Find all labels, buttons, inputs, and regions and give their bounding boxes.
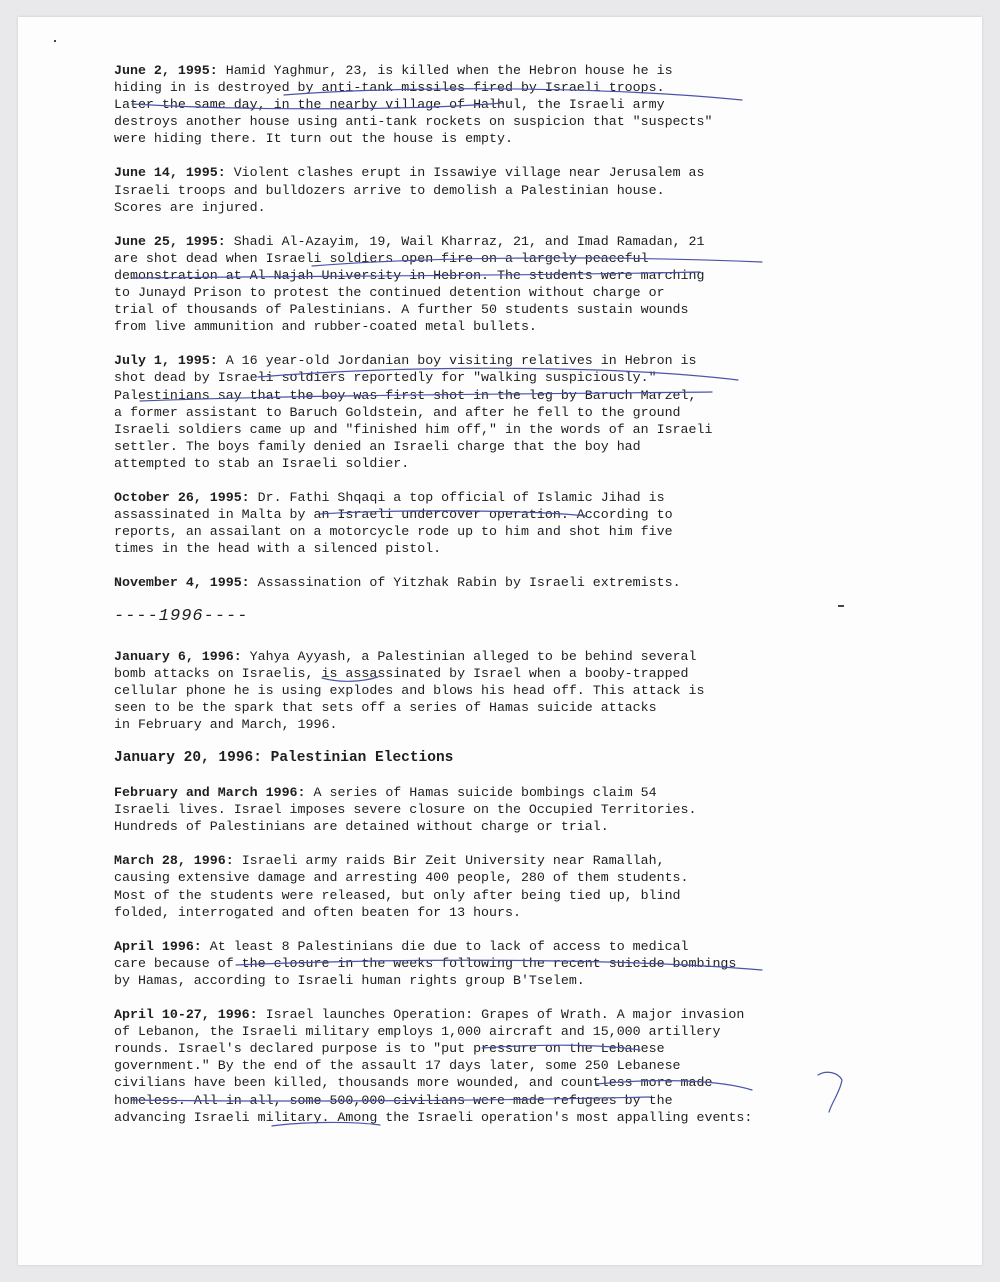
timeline-entry-july-1-1995 <box>114 352 834 472</box>
timeline-entry-april-10-27-1996 <box>114 1006 834 1126</box>
timeline-entry-feb-march-1996 <box>114 784 834 835</box>
entry-date: February and March 1996: <box>114 785 306 801</box>
timeline-entry-april-1996 <box>114 938 834 989</box>
document-body <box>114 62 834 1143</box>
entry-text: Hamid Yaghmur, 23, is killed when the Hebron house he is hiding in is destroyed by anti-tank missiles fired by Israeli troops. Later the same day, in the nearby village of Halhul, the Israeli army destroys another house using anti-tank rockets on suspicion that "suspects" were hiding there. It turn out the house is empty. <box>114 63 713 147</box>
timeline-entry-january-6-1996 <box>114 648 834 733</box>
elections-heading: January 20, 1996: Palestinian Elections <box>114 750 454 766</box>
timeline-entry-march-28-1996 <box>114 852 834 920</box>
entry-text: A series of Hamas suicide bombings claim 54 Israeli lives. Israel imposes severe closure on the Occupied Territories. Hundreds of Palestinians are detained without charge or trial. <box>114 785 697 835</box>
entry-text: Yahya Ayyash, a Palestinian alleged to be behind several bomb attacks on Israelis, is assassinated by Israel when a booby-trapped cellular phone he is using explodes and blows his head off. This attack is seen to be the spark that sets off a series of Hamas suicide attacks in February and March, 1996. <box>114 648 705 732</box>
timeline-entry-june-14-1995 <box>114 164 834 215</box>
entry-text: Assassination of Yitzhak Rabin by Israeli extremists. <box>257 575 681 591</box>
entry-date: November 4, 1995: <box>114 575 250 591</box>
entry-date: April 10-27, 1996: <box>114 1007 258 1023</box>
timeline-entry-june-25-1995 <box>114 233 834 336</box>
entry-date: October 26, 1995: <box>114 489 250 505</box>
entry-date: March 28, 1996: <box>114 853 234 869</box>
entry-date: July 1, 1995: <box>114 353 218 369</box>
entry-date: June 14, 1995: <box>114 165 226 181</box>
timeline-entry-november-4-1995 <box>114 574 834 591</box>
year-separator: ----1996---- <box>114 607 249 627</box>
timeline-entry-october-26-1995 <box>114 489 834 557</box>
entry-date: June 25, 1995: <box>114 233 226 249</box>
entry-text: A 16 year-old Jordanian boy visiting relatives in Hebron is shot dead by Israeli soldiers reportedly for "walking suspiciously." Palestinians say that the boy was first shot in the leg by Baruch Marzel, a former assistant to Baruch Goldstein, and after he fell to the ground Israeli soldiers came up and "finished him off," in the words of an Israeli settler. The boys family denied an Israeli charge that the boy had attempted to stab an Israeli soldier. <box>114 353 713 471</box>
entry-date: April 1996: <box>114 938 202 954</box>
entry-text: Dr. Fathi Shqaqi a top official of Islamic Jihad is assassinated in Malta by an Israeli undercover operation. According to reports, an assailant on a motorcycle rode up to him and shot him five times in the head with a silenced pistol. <box>114 489 673 557</box>
entry-text: Shadi Al-Azayim, 19, Wail Kharraz, 21, and Imad Ramadan, 21 are shot dead when Israeli soldiers open fire on a largely peaceful demonstration at Al Najah University in Hebron. The students were marching to Junayd Prison to protest the continued detention without charge or trial of thousands of Palestinians. A further 50 students sustain wounds from live ammunition and rubber-coated metal bullets. <box>114 233 705 335</box>
entry-text: Israel launches Operation: Grapes of Wrath. A major invasion of Lebanon, the Israeli military employs 1,000 aircraft and 15,000 artillery rounds. Israel's declared purpose is to "put pressure on the Lebanese government." By the end of the assault 17 days later, some 250 Lebanese civilians have been killed, thousands more wounded, and countless more made homeless. All in all, some 500,000 civilians were made refugees by the advancing Israeli military. Among the Israeli operation's most appalling events: <box>114 1007 753 1125</box>
timeline-entry-june-2-1995 <box>114 62 834 147</box>
scan-speck <box>838 605 844 607</box>
entry-text: Violent clashes erupt in Issawiye village near Jerusalem as Israeli troops and bulldozers arrive to demolish a Palestinian house. Scores are injured. <box>114 165 705 215</box>
entry-text: Israeli army raids Bir Zeit University near Ramallah, causing extensive damage and arresting 400 people, 280 of them students. Most of the students were released, but only after being tied up, blind folded, interrogated and often beaten for 13 hours. <box>114 853 689 920</box>
entry-date: June 2, 1995: <box>114 63 218 78</box>
entry-date: January 6, 1996: <box>114 648 242 664</box>
entry-text: At least 8 Palestinians die due to lack of access to medical care because of the closure in the weeks following the recent suicide bombings by Hamas, according to Israeli human rights group B'Tselem. <box>114 938 737 988</box>
scan-speck <box>54 40 56 42</box>
